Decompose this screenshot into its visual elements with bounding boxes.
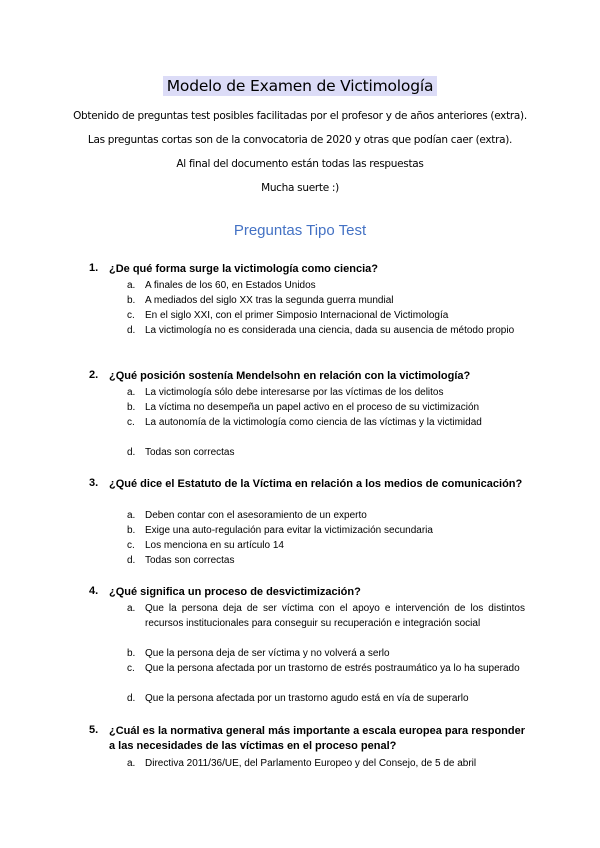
option-letter: b.: [127, 402, 136, 413]
option-text: Que la persona deja de ser víctima con el apoyo e intervención de los distintos recursos institucionales para conseguir su recuperación e integración social: [145, 603, 525, 629]
option-letter: b.: [127, 525, 136, 536]
intro-line-3: Al final del documento están todas las respuestas: [176, 158, 424, 170]
option-letter: c.: [127, 663, 135, 674]
option-letter: a.: [127, 758, 136, 769]
option-letter: a.: [127, 387, 136, 398]
option-letter: d.: [127, 693, 136, 704]
option-text: Exige una auto-regulación para evitar la victimización secundaria: [145, 525, 433, 536]
question-number: 1.: [89, 262, 99, 274]
question-text: ¿Cuál es la normativa general más importante a escala europea para responder a las necesidades de las víctimas en el proceso penal?: [109, 725, 525, 752]
option-letter: a.: [127, 510, 136, 521]
option-text: A mediados del siglo XX tras la segunda guerra mundial: [145, 295, 394, 306]
option-text: Todas son correctas: [145, 555, 235, 566]
question-text: ¿Qué dice el Estatuto de la Víctima en relación a los medios de comunicación?: [109, 478, 523, 490]
document-title: Modelo de Examen de Victimología: [163, 76, 438, 96]
option-text: Que la persona afectada por un trastorno agudo está en vía de superarlo: [145, 693, 469, 704]
question-text: ¿Qué posición sostenía Mendelsohn en relación con la victimología?: [109, 370, 471, 382]
option-letter: a.: [127, 603, 136, 614]
intro-line-2: Las preguntas cortas son de la convocatoria de 2020 y otras que podían caer (extra).: [87, 134, 513, 146]
question-text: ¿De qué forma surge la victimología como ciencia?: [109, 263, 378, 275]
title-wrap: [0, 76, 600, 96]
option-text: En el siglo XXI, con el primer Simposio Internacional de Victimología: [145, 310, 449, 321]
option-letter: b.: [127, 295, 136, 306]
question-number: 4.: [89, 585, 99, 597]
question-number: 2.: [89, 369, 99, 381]
option-text: Todas son correctas: [145, 447, 235, 458]
option-text: A finales de los 60, en Estados Unidos: [145, 280, 316, 291]
option-text: La autonomía de la victimología como ciencia de las víctimas y la victimidad: [145, 417, 482, 428]
option-letter: a.: [127, 280, 136, 291]
option-text: Deben contar con el asesoramiento de un experto: [145, 510, 367, 521]
option-text: Los menciona en su artículo 14: [145, 540, 284, 551]
option-letter: b.: [127, 648, 136, 659]
question-text: ¿Qué significa un proceso de desvictimización?: [109, 586, 361, 598]
option-letter: c.: [127, 310, 135, 321]
question-number: 3.: [89, 477, 99, 489]
option-letter: d.: [127, 325, 136, 336]
option-letter: d.: [127, 447, 136, 458]
intro-line-1: Obtenido de preguntas test posibles facilitadas por el profesor y de años anteriores (extra).: [73, 110, 527, 122]
option-letter: c.: [127, 417, 135, 428]
option-text: La víctima no desempeña un papel activo en el proceso de su victimización: [145, 402, 480, 413]
section-title: Preguntas Tipo Test: [233, 222, 367, 239]
question-number: 5.: [89, 724, 99, 736]
option-text: La victimología no es considerada una ciencia, dada su ausencia de método propio: [145, 325, 515, 336]
option-text: La victimología sólo debe interesarse por las víctimas de los delitos: [145, 387, 444, 398]
option-text: Directiva 2011/36/UE, del Parlamento Europeo y del Consejo, de 5 de abril: [145, 758, 477, 769]
option-letter: d.: [127, 555, 136, 566]
intro-line-4: Mucha suerte :): [261, 182, 339, 194]
option-text: Que la persona afectada por un trastorno de estrés postraumático ya lo ha superado: [145, 663, 520, 674]
option-text: Que la persona deja de ser víctima y no volverá a serlo: [145, 648, 390, 659]
option-letter: c.: [127, 540, 135, 551]
